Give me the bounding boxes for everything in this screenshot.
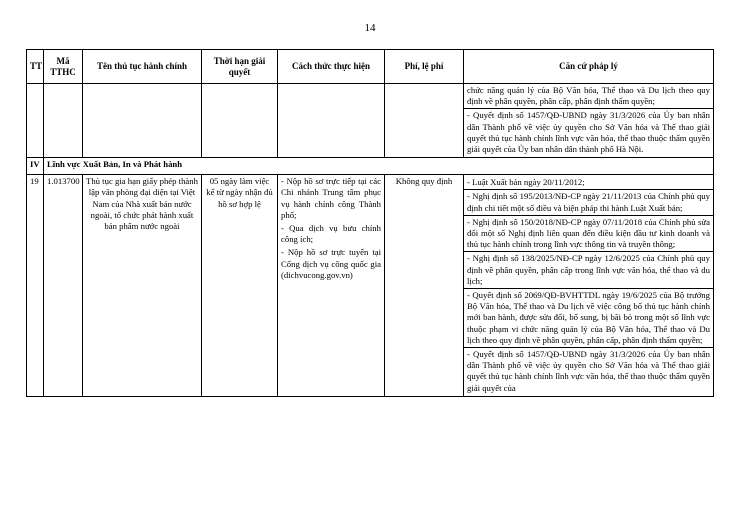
legal-item: chức năng quản lý của Bộ Văn hóa, Thể thao và Du lịch theo quy định về phân quyền, phân cấp, phân định thẩm quyền; (464, 84, 713, 109)
row-legal-basis (464, 175, 714, 397)
method-item: - Nộp hồ sơ trực tuyến tại Cổng dịch vụ công quốc gia (dichvucong.gov.vn) (281, 247, 381, 280)
section-row (27, 158, 714, 175)
header-method: Cách thức thực hiện (278, 50, 385, 84)
row-tt: 19 (27, 175, 44, 397)
legal-item: - Nghị định số 138/2025/NĐ-CP ngày 12/6/2025 của Chính phủ quy định về phân quyền, phân cấp trong lĩnh vực văn hóa, thể thao và du lịch; (464, 252, 713, 289)
page-number: 14 (364, 22, 376, 34)
legal-item: - Quyết định số 1457/QĐ-UBND ngày 31/3/2026 của Ủy ban nhân dân Thành phố về việc ủy quyền cho Sở Văn hóa và Thể thao giải quyết thủ tục hành chính lĩnh vực văn hóa, thể thao thuộc thẩm quyền giải quyết của (467, 349, 710, 393)
legal-item: - Nghị định số 150/2018/NĐ-CP ngày 07/11/2018 của Chính phủ sửa đổi một số Nghị định liên quan đến điều kiện đầu tư kinh doanh và thủ tục hành chính trong lĩnh vực thông tin và truyền thông; (464, 216, 713, 253)
section-title: Lĩnh vực Xuất Bản, In và Phát hành (44, 158, 714, 175)
continued-row (27, 84, 714, 158)
method-item: - Qua dịch vụ bưu chính công ích; (281, 223, 381, 245)
procedures-table (26, 49, 714, 397)
legal-item: - Nghị định số 195/2013/NĐ-CP ngày 21/11/2013 của Chính phủ quy định chi tiết một số điều và biện pháp thi hành Luật Xuất bản; (464, 190, 713, 215)
row-methods (278, 175, 385, 397)
header-code: Mã TTHC (44, 50, 83, 84)
section-number: IV (27, 158, 44, 175)
header-legal: Căn cứ pháp lý (464, 50, 714, 84)
header-fee: Phí, lệ phí (385, 50, 464, 84)
table-header-row (27, 50, 714, 84)
table-row (27, 175, 714, 397)
method-item: - Nộp hồ sơ trực tiếp tại các Chi nhánh Trung tâm phục vụ hành chính công Thành phố; (281, 176, 381, 220)
row-procedure-name: Thủ tục gia hạn giấy phép thành lập văn phòng đại diện tại Việt Nam của Nhà xuất bản nước ngoài, tổ chức phát hành xuất bản phẩm nước ngoài (83, 175, 202, 397)
row-fee: Không quy định (385, 175, 464, 397)
continued-legal-cell (464, 84, 714, 158)
row-code: 1.013700 (44, 175, 83, 397)
header-tt: TT (27, 50, 44, 84)
header-deadline: Thời hạn giải quyết (202, 50, 278, 84)
legal-item: - Luật Xuất bản ngày 20/11/2012; (464, 176, 713, 190)
header-name: Tên thủ tục hành chính (83, 50, 202, 84)
row-deadline: 05 ngày làm việc kể từ ngày nhận đủ hồ sơ hợp lệ (202, 175, 278, 397)
legal-item: - Quyết định số 1457/QĐ-UBND ngày 31/3/2026 của Ủy ban nhân dân Thành phố về việc ủy quyền cho Sở Văn hóa và Thể thao giải quyết thủ tục hành chính lĩnh vực văn hóa, thể thao thuộc thẩm quyền giải quyết của Ủy ban nhân dân thành phố Hà Nội. (467, 110, 710, 155)
legal-item: - Quyết định số 2069/QĐ-BVHTTDL ngày 19/6/2025 của Bộ trưởng Bộ Văn hóa, Thể thao và Du lịch về việc công bố thủ tục hành chính mới ban hành, được sửa đổi, bổ sung, bị bãi bỏ trong một số lĩnh vực thuộc phạm vi chức năng quản lý của Bộ Văn hóa, Thể thao và Du lịch theo quy định về phân quyền, phân cấp, phân định thẩm quyền; (464, 289, 713, 348)
